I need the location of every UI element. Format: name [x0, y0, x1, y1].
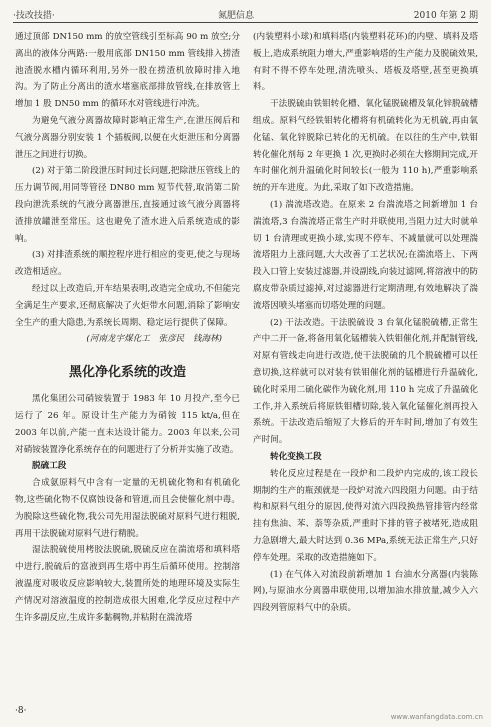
author-signature: (河南龙宇煤化工 张彦民 钱海林) — [86, 334, 222, 345]
paragraph: (1) 在气体入对流段前新增加 1 台油水分离器(内装陈网),与原油水分离器串联使用,以增加油水排放量,减少入六四段列管原料气中的杂质。 — [253, 569, 478, 614]
paragraph: 通过顶部 DN150 mm 的放空管线引至标高 90 m 放空;分离出的液体分两路:一般用底部 DN150 mm 管线排入捞渣池渣脱水槽内循环利用,另外一股在捞渣机放障时排入地沟。为了防止分离出的渣水堵塞底部排放管线,在排放管上增加 1 股 DN50 mm 的循环水对管线进行冲洗。 — [15, 32, 240, 110]
paragraph: 为避免气液分离器故障时影响正常生产,在泄压阀后和气液分离器分别安装 1 个插板阀,以便在火炬泄压和分离器泄压之间进行切换。 — [15, 115, 240, 160]
header-divider — [13, 22, 478, 23]
right-column — [253, 29, 478, 617]
issue-label: 2010 年第 2 期 — [413, 11, 478, 21]
paragraph: (2) 干法改造。干法脱硫设 3 台氧化锰脱硫槽,正常生产中二开一备,将备用氧化锰槽装入铁钼催化剂,并配制管线,对原有管线走向进行改造,使干法脱硫的几个脱硫槽可以任意切换,这样就可以对装有铁钼催化剂的锰槽进行升温硫化,硫化时采用二硫化碳作为硫化剂,用 110 h 完成了升温硫化工作,并入系统后将原铁钼槽切除,装入氧化锰催化剂再投入系统。干法改造后缩短了大修后的开车时间,增加了有效生产时间。 — [253, 317, 478, 446]
article-title: 黑化净化系统的改造 — [68, 365, 186, 381]
section-label: ·技改技措· — [13, 11, 55, 21]
watermark: www.wanfangdata.com.cn — [390, 713, 483, 721]
page-header — [13, 6, 478, 22]
paragraph: 黑化集团公司硝铵装置于 1983 年 10 月投产,至今已运行了 26 年。原设计生产能力为硝铵 115 kt/a,但在 2003 年以前,产能一直未达设计能力。2003 年以来,公司对硝铵装置净化系统存在的问题进行了分析并实施了改造。 — [15, 394, 240, 455]
paragraph: 合成氨原料气中含有一定量的无机硫化物和有机硫化物,这些硫化物不仅腐蚀设备和管道,而且会使催化剂中毒。为脱除这些硫化物,我公司先用湿法脱硫对原料气进行粗脱,再用干法脱硫对原料气进行精脱。 — [15, 478, 240, 539]
section-heading: 脱硫工段 — [32, 461, 67, 472]
journal-name: 氮肥信息 — [218, 11, 255, 21]
paragraph: (3) 对排渣系统的顺控程序进行相应的变更,使之与现场改造相适应。 — [15, 250, 240, 278]
paragraph: (内装塑料小球)和填料塔(内装塑料花环)的内壁、填料及塔板上,造成系统阻力增大,严重影响塔的生产能力及脱硫效果,有时不得不停车处理,清洗喷头、塔板及塔壁,甚至更换填料。 — [253, 32, 478, 93]
paragraph: 湿法脱硫使用栲胶法脱硫,脱硫反应在湍流塔和填料塔中进行,脱硫后的富液到再生塔中再生后循环使用。控制溶液温度对吸收反应影响较大,装置所处的地理环境及实际生产情况对溶液温度的控制造成很大困难,化学反应过程中产生许多副反应,生成许多黏稠物,并粘附在湍流塔 — [15, 545, 240, 623]
left-column — [15, 29, 240, 626]
paragraph: 转化反应过程是在一段炉和二段炉内完成的,该工段长期制约生产的瓶颈就是一段炉对流六四段阻力问题。由于结构和原料气组分的原因,使得对流六四段换热管排管内经常挂有焦油、苯、萘等杂质,严重时下排的管子被堵死,造成阻力急剧增大,最大时达到 0.36 MPa,系统无法正常生产,只好停车处理。采取的改造措施如下。 — [253, 468, 478, 563]
page-number: ·8· — [15, 706, 27, 716]
paragraph: 干法脱硫由铁钼转化槽、氧化锰脱硫槽及氧化锌脱硫槽组成。原料气经铁钼转化槽将有机硫转化为无机硫,再由氧化锰、氧化锌脱除已转化的无机硫。在以往的生产中,铁钼转化催化剂每 2 年更换 1 次,更换时必须在大修期间完成,开车时催化剂升温硫化时间较长(一般为 110 h),严重影响系统的开车进度。为此,采取了如下改造措施。 — [253, 99, 478, 194]
paragraph: (2) 对于第二阶段泄压时间过长问题,把除泄压管线上的压力调节阀,用同等管径 DN80 mm 短节代替,取消第二阶段向泄洗系统的气液分离器泄压,直接通过该气液分离器将渣排放罐泄至常压。这也避免了渣水进入后系统造成的影响。 — [15, 166, 240, 244]
paragraph: 经过以上改造后,开车结果表明,改造完全成功,不但能完全满足生产要求,还彻底解决了火炬带水问题,消除了影响安全生产的重大隐患,为系统长周期、稳定运行提供了保障。 — [15, 283, 240, 328]
section-heading: 转化变换工段 — [270, 451, 322, 462]
paragraph: (1) 湍流塔改造。在原来 2 台湍流塔之间新增加 1 台湍流塔,3 台湍流塔正常生产时并联使用,当阻力过大时就单切 1 台清理或更换小球,实现不停车、不减量就可以处理湍流塔阻力上涨问题,大大改善了工艺状况;在湍流塔上、下两段入口管上安装过滤器,并设副线,向装过滤网,将溶液中的防腐皮带杂质过滤掉,对过滤器进行定期清理,有效地解决了湍流塔因喷头堵塞而切塔处理的问题。 — [253, 199, 478, 311]
